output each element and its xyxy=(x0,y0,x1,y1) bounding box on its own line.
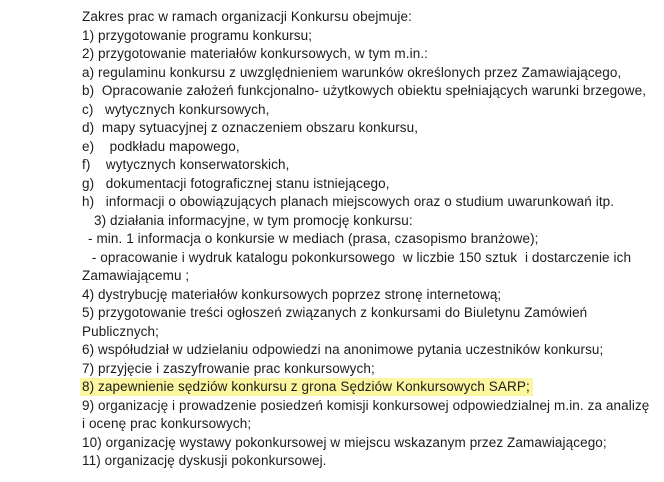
document-line: 6) współudział w udzielaniu odpowiedzi na anonimowe pytania uczestników konkursu; xyxy=(82,342,604,357)
document-line: 7) przyjęcie i zaszyfrowanie prac konkursowych; xyxy=(82,360,375,376)
document-line: 10) organizację wystawy pokonkursowej w miejscu wskazanym przez Zamawiającego; xyxy=(82,434,607,450)
document-line: 5) przygotowanie treści ogłoszeń związanych z konkursami do Biuletynu Zamówień xyxy=(82,305,588,320)
document-line: i ocenę prac konkursowych; xyxy=(82,416,252,431)
document-line: 3) działania informacyjne, w tym promocję konkursu: xyxy=(94,212,413,228)
document-line: 2) przygotowanie materiałów konkursowych, w tym m.in.: xyxy=(82,46,429,61)
document-line: Publicznych; xyxy=(82,323,159,339)
document-line: c) wytycznych konkursowych, xyxy=(82,101,270,117)
document-text-block xyxy=(82,8,654,471)
document-line: 1) przygotowanie programu konkursu; xyxy=(82,27,313,43)
document-line: f) wytycznych konserwatorskich, xyxy=(82,157,290,172)
document-line: Zamawiającemu ; xyxy=(82,268,190,283)
document-line: - min. 1 informacja o konkursie w mediach (prasa, czasopismo branżowe); xyxy=(88,231,539,246)
document-line: d) mapy sytuacyjnej z oznaczeniem obszaru konkursu, xyxy=(82,120,419,135)
document-line: g) dokumentacji fotograficznej stanu istniejącego, xyxy=(82,175,390,191)
document-line: e) podkładu mapowego, xyxy=(82,138,240,154)
document-line: h) informacji o obowiązujących planach miejscowych oraz o studium uwarunkowań itp. xyxy=(82,194,615,209)
document-line: Zakres prac w ramach organizacji Konkursu obejmuje: xyxy=(82,9,412,24)
document-line: 9) organizację i prowadzenie posiedzeń komisji konkursowej odpowiedzialnej m.in. za analizę xyxy=(82,397,650,413)
document-line: 4) dystrybucję materiałów konkursowych poprzez stronę internetową; xyxy=(82,286,502,302)
document-line: a) regulaminu konkursu z uwzględnieniem warunków określonych przez Zamawiającego, xyxy=(82,64,622,80)
highlighted-line xyxy=(82,378,654,397)
highlight-marker: 8) zapewnienie sędziów konkursu z grona Sędziów Konkursowych SARP; xyxy=(80,378,533,396)
document-line: 11) organizację dyskusji pokonkursowej. xyxy=(82,453,327,468)
document-line: b) Opracowanie założeń funkcjonalno- użytkowych obiektu spełniających warunki brzegowe, xyxy=(82,83,647,98)
document-line: - opracowanie i wydruk katalogu pokonkursowego w liczbie 150 sztuk i dostarczenie ich xyxy=(88,249,632,265)
